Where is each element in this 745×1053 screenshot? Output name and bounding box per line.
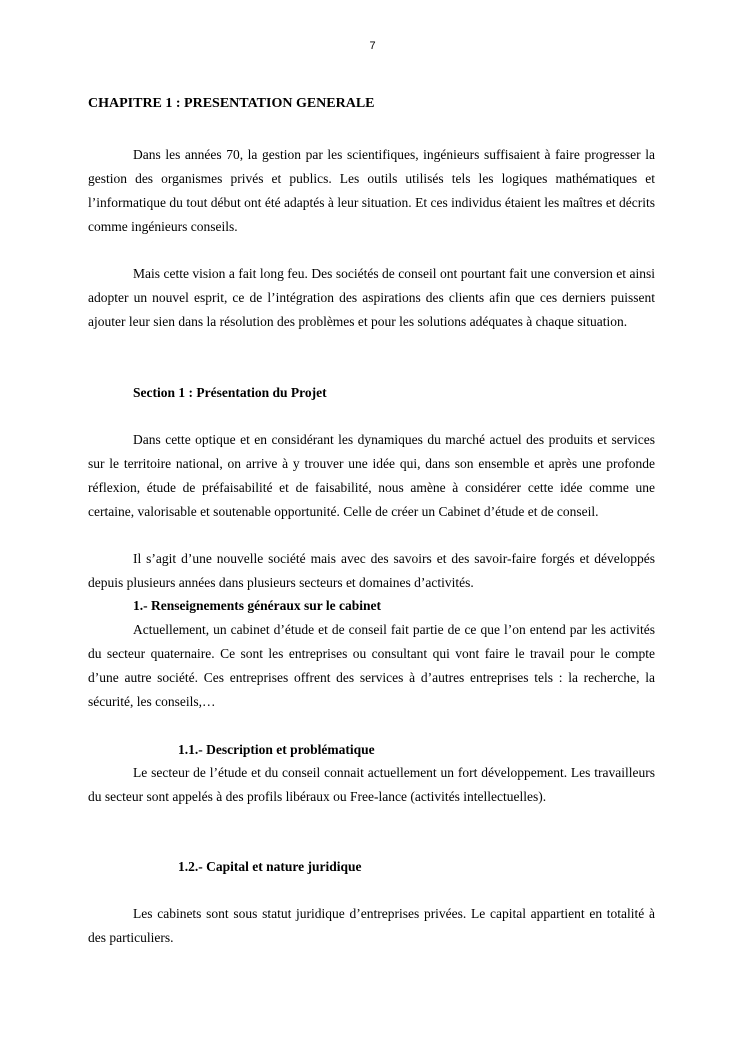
paragraph-vision: Mais cette vision a fait long feu. Des sociétés de conseil ont pourtant fait une conversion et ainsi adopter un nouvel esprit, ce de l’intégration des aspirations des clients afin que ces derniers puissent ajouter leur sien dans la résolution des problèmes et pour les solutions adéquates à chaque situation. (88, 266, 655, 329)
paragraph-societe: Il s’agit d’une nouvelle société mais avec des savoirs et des savoir-faire forgés et développés depuis plusieurs années dans plusieurs secteurs et domaines d’activités. (88, 551, 655, 590)
paragraph-cabinet: Actuellement, un cabinet d’étude et de conseil fait partie de ce que l’on entend par les activités du secteur quaternaire. Ce sont les entreprises ou consultant qui vont faire le travail pour le compte d’une autre société. Ces entreprises offrent des services à d’autres entreprises tels : la recherche, la sécurité, les conseils,… (88, 622, 655, 709)
paragraph-intro: Dans les années 70, la gestion par les scientifiques, ingénieurs suffisaient à faire progresser la gestion des organismes privés et publics. Les outils utilisés tels les logiques mathématiques et l’informatique du tout début ont été adaptés à leur situation. Et ces individus étaient les maîtres et décrits comme ingénieurs conseils. (88, 147, 655, 234)
chapter-title: CHAPITRE 1 : PRESENTATION GENERALE (88, 96, 375, 111)
paragraph-optique: Dans cette optique et en considérant les dynamiques du marché actuel des produits et services sur le territoire national, on arrive à y trouver une idée qui, dans son ensemble et après une profonde réflexion, étude de préfaisabilité et de faisabilité, nous amène à considérer cette idée comme une certaine, valorisable et soutenable opportunité. Celle de créer un Cabinet d’étude et de conseil. (88, 432, 655, 519)
paragraph-capital: Les cabinets sont sous statut juridique d’entreprises privées. Le capital appartient en totalité à des particuliers. (88, 906, 655, 945)
page-number: 7 (369, 40, 376, 52)
paragraph-description: Le secteur de l’étude et du conseil connait actuellement un fort développement. Les travailleurs du secteur sont appelés à des profils libéraux ou Free-lance (activités intellectuelles). (88, 765, 655, 804)
subsection-heading-1: 1.- Renseignements généraux sur le cabinet (133, 598, 381, 613)
section-heading: Section 1 : Présentation du Projet (133, 385, 327, 400)
subsection-heading-1-1: 1.1.- Description et problématique (178, 742, 375, 757)
subsection-heading-1-2: 1.2.- Capital et nature juridique (178, 859, 362, 874)
